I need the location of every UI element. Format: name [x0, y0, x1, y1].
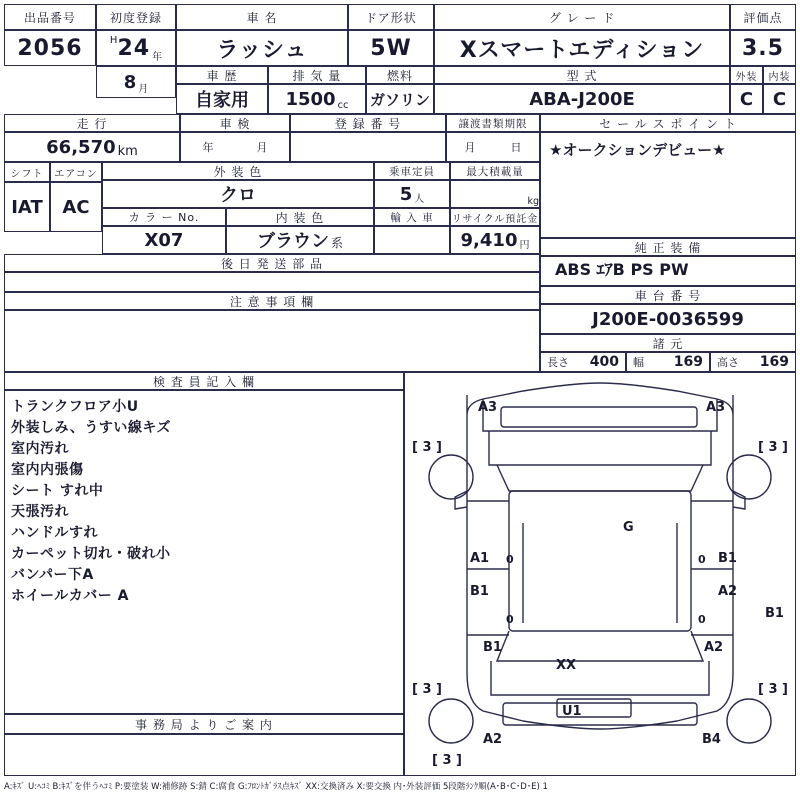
registration-header — [290, 114, 446, 132]
first-reg-month-box — [96, 66, 176, 98]
mileage-value: 66,570 — [46, 136, 116, 158]
fuel-header — [366, 66, 434, 84]
mileage-header — [4, 114, 180, 132]
shift-value: IAT — [11, 196, 43, 218]
import-label: 輸 入 車 — [390, 211, 434, 224]
inspector-notes-box — [4, 390, 404, 714]
int-color-header — [226, 208, 374, 226]
lot-number-header — [4, 4, 96, 30]
inspector-note-line: トランクフロア小U — [11, 399, 139, 415]
exterior-grade-value: C — [739, 88, 754, 110]
first-reg-year-box — [96, 30, 176, 66]
car-name-header — [176, 4, 348, 30]
seats-label: 乗車定員 — [389, 165, 435, 178]
door-value-box — [348, 30, 434, 66]
height-value: 169 — [759, 354, 789, 370]
damage-mark-g: G — [623, 520, 634, 535]
grade-label: グ レ ー ド — [548, 10, 616, 25]
office-notice-box — [4, 734, 404, 776]
equipment-value: ABS ｴｱB PS PW — [555, 260, 689, 279]
mileage-label: 走 行 — [76, 116, 108, 131]
recycle-unit: 円 — [519, 240, 530, 251]
first-reg-header — [96, 4, 176, 30]
sales-points-value: ★オークションデビュー★ — [549, 141, 726, 159]
max-load-label: 最大積載量 — [466, 165, 524, 178]
later-parts-value-box — [4, 272, 540, 292]
grade-value-box — [434, 30, 730, 66]
seats-value: 5 — [399, 183, 413, 205]
chassis-header — [540, 286, 796, 304]
int-color-value: ブラウン — [256, 231, 329, 252]
registration-label: 登 録 番 号 — [334, 116, 402, 131]
door-value: 5W — [370, 35, 412, 61]
recycle-value-box — [450, 226, 540, 254]
sales-points-box — [540, 132, 796, 238]
mileage-unit: km — [117, 144, 138, 159]
damage-point-fr: 0 — [698, 553, 706, 566]
damage-mark-b1-r2: B1 — [765, 606, 784, 621]
legend-text: A:ｷｽﾞ U:ﾍｺﾐ B:ｷｽﾞを伴うﾍｺﾐ P:要塗装 W:補修跡 S:錆 C:腐食 G:ﾌﾛﾝﾄｶﾞﾗｽ点ｷｽﾞ XX:交換済み X:要交換 内･外装評価 5段階ﾗﾝｸ順(A･B･C･D･E) 1 — [4, 782, 548, 792]
damage-mark-bracket-rl: [ 3 ] — [412, 682, 442, 697]
inspector-note-line: シート すれ中 — [11, 483, 104, 499]
exterior-grade-header — [730, 66, 763, 84]
import-value-box — [374, 226, 450, 254]
model-header — [434, 66, 730, 84]
sales-points-header — [540, 114, 796, 132]
int-color-label: 内 装 色 — [275, 210, 325, 225]
lot-number-label: 出品番号 — [23, 10, 76, 25]
damage-mark-bracket-bottom: [ 3 ] — [432, 753, 462, 768]
ac-value-box — [50, 182, 102, 232]
inspection-year-unit: 年 — [202, 141, 214, 154]
seats-header — [374, 162, 450, 180]
model-value-box — [434, 84, 730, 114]
recycle-value: 9,410 — [460, 229, 518, 251]
interior-grade-value-box — [763, 84, 796, 114]
damage-mark-u1: U1 — [562, 704, 582, 719]
transfer-day-unit: 日 — [510, 141, 522, 154]
car-name-label: 車 名 — [246, 10, 278, 25]
score-value-box — [730, 30, 796, 66]
shift-value-box — [4, 182, 50, 232]
first-reg-label: 初度登録 — [109, 10, 162, 25]
damage-diagram — [404, 372, 796, 776]
inspector-title: 検 査 員 記 入 欄 — [152, 374, 256, 389]
fuel-label: 燃料 — [386, 68, 413, 83]
dimensions-label: 諸 元 — [652, 336, 684, 351]
inspector-header — [4, 372, 404, 390]
history-label: 車 歴 — [206, 68, 238, 83]
max-load-header — [450, 162, 540, 180]
length-box — [540, 352, 626, 372]
inspector-note-line: 外装しみ、うすい線キズ — [11, 420, 172, 436]
inspector-note-line: カーペット切れ・破れ小 — [11, 546, 171, 562]
damage-mark-xx: XX — [556, 658, 577, 673]
interior-grade-value: C — [772, 88, 787, 110]
equipment-box — [540, 256, 796, 286]
ac-header — [50, 162, 102, 182]
color-no-header — [102, 208, 226, 226]
ext-color-value-box — [102, 180, 374, 208]
score-label: 評価点 — [743, 10, 783, 25]
ext-color-header — [102, 162, 374, 180]
import-header — [374, 208, 450, 226]
inspection-month-unit: 月 — [256, 141, 268, 154]
color-no-label: カ ラ ー No. — [128, 211, 200, 224]
caution-value-box — [4, 310, 540, 372]
office-notice-header — [4, 714, 404, 734]
equipment-header — [540, 238, 796, 256]
door-header — [348, 4, 434, 30]
length-label: 長さ — [547, 356, 569, 369]
car-name-value: ラッシュ — [216, 37, 308, 63]
damage-mark-a2-rear-left: A2 — [483, 732, 503, 747]
recycle-header — [450, 208, 540, 226]
displacement-unit: cc — [337, 100, 349, 111]
exterior-grade-label: 外装 — [735, 71, 758, 83]
ext-color-value: クロ — [220, 185, 256, 206]
damage-point-rl: 0 — [506, 613, 514, 626]
later-parts-header — [4, 254, 540, 272]
first-reg-month-unit: 月 — [138, 84, 149, 95]
max-load-value-box — [450, 180, 540, 208]
damage-mark-bracket-fl: [ 3 ] — [412, 440, 442, 455]
damage-point-rr: 0 — [698, 613, 706, 626]
ac-value: AC — [62, 196, 90, 218]
equipment-label: 純 正 装 備 — [634, 240, 702, 255]
door-label: ドア形状 — [365, 10, 417, 25]
damage-point-fl: 0 — [506, 553, 514, 566]
transfer-month-unit: 月 — [464, 141, 476, 154]
chassis-label: 車 台 番 号 — [634, 288, 702, 303]
damage-mark-a3-left: A3 — [478, 400, 498, 415]
exterior-grade-value-box — [730, 84, 763, 114]
transfer-label: 譲渡書類期限 — [458, 117, 528, 130]
displacement-value: 1500 — [285, 88, 336, 110]
car-name-value-box — [176, 30, 348, 66]
displacement-header — [268, 66, 366, 84]
damage-mark-a2-r1: A2 — [718, 584, 738, 599]
lot-number-value: 2056 — [17, 35, 83, 61]
history-value: 自家用 — [195, 90, 249, 111]
fuel-value-box — [366, 84, 434, 114]
history-header — [176, 66, 268, 84]
model-label: 型 式 — [566, 68, 598, 83]
recycle-label: リサイクル預託金 — [451, 213, 539, 225]
model-value: ABA-J200E — [529, 88, 635, 110]
shift-label: シフト — [10, 168, 44, 180]
int-color-suffix: 系 — [330, 236, 343, 250]
damage-mark-b1-r1: B1 — [718, 551, 737, 566]
lot-number-value-box — [4, 30, 96, 66]
damage-mark-b1-l2: B1 — [483, 640, 502, 655]
sales-points-label: セ ー ル ス ポ イ ン ト — [599, 116, 737, 131]
score-header — [730, 4, 796, 30]
history-value-box — [176, 84, 268, 114]
dimensions-header — [540, 334, 796, 352]
height-box — [710, 352, 796, 372]
first-reg-era: H — [109, 35, 118, 46]
office-notice-label: 事 務 局 よ り ご 案 内 — [135, 717, 273, 732]
first-reg-year-unit: 年 — [152, 52, 163, 63]
ext-color-label: 外 装 色 — [213, 164, 263, 179]
first-reg-month: 8 — [123, 71, 137, 93]
inspector-note-line: ホイールカバー A — [11, 588, 129, 604]
damage-mark-bracket-fr: [ 3 ] — [758, 440, 788, 455]
interior-grade-label: 内装 — [768, 71, 791, 83]
grade-header — [434, 4, 730, 30]
seats-value-box — [374, 180, 450, 208]
inspection-value-box — [180, 132, 290, 162]
chassis-value: J200E-0036599 — [592, 308, 744, 330]
inspection-label: 車 検 — [219, 116, 251, 131]
height-label: 高さ — [717, 356, 739, 369]
ac-label: エアコン — [54, 168, 98, 180]
color-no-value-box — [102, 226, 226, 254]
inspector-note-line: ハンドルすれ — [11, 525, 98, 541]
damage-mark-b1-l1: B1 — [470, 584, 489, 599]
damage-diagram-svg — [405, 373, 795, 775]
length-value: 400 — [589, 354, 619, 370]
inspection-header — [180, 114, 290, 132]
grade-value: Xスマートエディション — [459, 37, 705, 63]
first-reg-year: 24 — [117, 35, 151, 61]
damage-mark-a2-r2: A2 — [704, 640, 724, 655]
color-no-value: X07 — [144, 229, 184, 251]
fuel-value: ガソリン — [369, 90, 430, 109]
int-color-value-box — [226, 226, 374, 254]
damage-mark-bracket-rr: [ 3 ] — [758, 682, 788, 697]
max-load-unit: kg — [527, 196, 539, 207]
inspector-note-line: 室内内張傷 — [11, 462, 84, 478]
width-value: 169 — [673, 354, 703, 370]
transfer-header — [446, 114, 540, 132]
inspector-note-line: 室内汚れ — [11, 441, 69, 457]
inspector-notes-list — [5, 391, 403, 607]
width-box — [626, 352, 710, 372]
caution-header — [4, 292, 540, 310]
displacement-value-box — [268, 84, 366, 114]
damage-mark-a3-right: A3 — [706, 400, 726, 415]
mileage-value-box — [4, 132, 180, 162]
chassis-box — [540, 304, 796, 334]
seats-unit: 人 — [414, 194, 425, 205]
interior-grade-header — [763, 66, 796, 84]
damage-mark-b4-rear-right: B4 — [702, 732, 721, 747]
inspector-note-line: 天張汚れ — [11, 504, 69, 520]
displacement-label: 排 気 量 — [292, 68, 342, 83]
registration-value-box — [290, 132, 446, 162]
score-value: 3.5 — [742, 35, 784, 61]
inspector-note-line: バンパー下A — [11, 567, 94, 583]
transfer-value-box — [446, 132, 540, 162]
width-label: 幅 — [633, 356, 644, 369]
later-parts-label: 後 日 発 送 部 品 — [220, 256, 324, 271]
damage-mark-a1: A1 — [470, 551, 490, 566]
shift-header — [4, 162, 50, 182]
caution-label: 注 意 事 項 欄 — [229, 294, 315, 309]
